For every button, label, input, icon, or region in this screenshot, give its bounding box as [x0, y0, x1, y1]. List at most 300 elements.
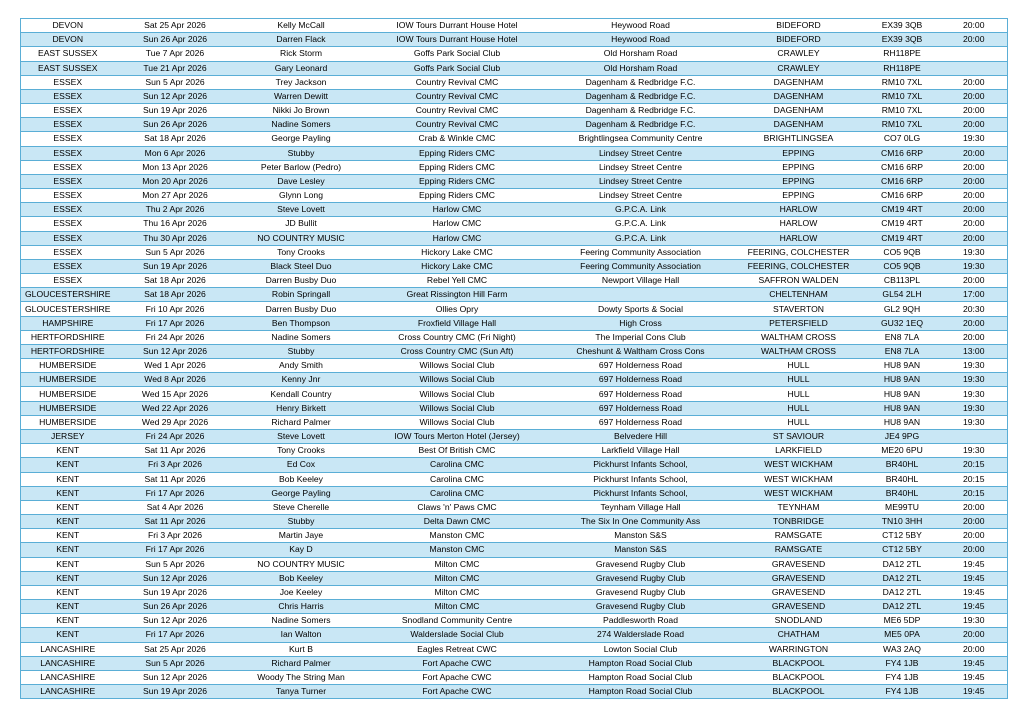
venue-cell: High Cross	[548, 316, 734, 330]
time-cell: 20:00	[941, 330, 1008, 344]
club-cell: Goffs Park Social Club	[367, 47, 548, 61]
date-cell: Fri 3 Apr 2026	[115, 529, 236, 543]
venue-cell: Lowton Social Club	[548, 642, 734, 656]
town-cell: FEERING, COLCHESTER	[734, 259, 864, 273]
time-cell: 20:00	[941, 515, 1008, 529]
town-cell: CHATHAM	[734, 628, 864, 642]
artist-cell: Bob Keeley	[236, 571, 367, 585]
artist-cell: NO COUNTRY MUSIC	[236, 231, 367, 245]
table-row	[21, 373, 1008, 387]
artist-cell: Nadine Somers	[236, 614, 367, 628]
town-cell: CRAWLEY	[734, 61, 864, 75]
postcode-cell: EX39 3QB	[864, 33, 941, 47]
time-cell	[941, 47, 1008, 61]
table-row	[21, 146, 1008, 160]
table-row	[21, 486, 1008, 500]
town-cell: HARLOW	[734, 217, 864, 231]
venue-cell: Hampton Road Social Club	[548, 685, 734, 699]
venue-cell: 697 Holderness Road	[548, 387, 734, 401]
table-row	[21, 61, 1008, 75]
artist-cell: Ian Walton	[236, 628, 367, 642]
time-cell: 20:00	[941, 33, 1008, 47]
town-cell: GRAVESEND	[734, 600, 864, 614]
date-cell: Sun 12 Apr 2026	[115, 89, 236, 103]
artist-cell: Warren Dewitt	[236, 89, 367, 103]
time-cell: 19:30	[941, 415, 1008, 429]
artist-cell: Bob Keeley	[236, 472, 367, 486]
postcode-cell: RM10 7XL	[864, 75, 941, 89]
table-row	[21, 472, 1008, 486]
time-cell: 20:00	[941, 274, 1008, 288]
artist-cell: Ed Cox	[236, 458, 367, 472]
venue-cell: The Imperial Cons Club	[548, 330, 734, 344]
table-row	[21, 359, 1008, 373]
time-cell: 13:00	[941, 344, 1008, 358]
venue-cell: Hampton Road Social Club	[548, 670, 734, 684]
county-cell: HERTFORDSHIRE	[21, 330, 115, 344]
club-cell: Goffs Park Social Club	[367, 61, 548, 75]
county-cell: ESSEX	[21, 274, 115, 288]
postcode-cell: DA12 2TL	[864, 557, 941, 571]
county-cell: ESSEX	[21, 203, 115, 217]
time-cell: 19:45	[941, 670, 1008, 684]
club-cell: Harlow CMC	[367, 217, 548, 231]
date-cell: Sun 5 Apr 2026	[115, 557, 236, 571]
table-row	[21, 33, 1008, 47]
town-cell: EPPING	[734, 174, 864, 188]
artist-cell: Stubby	[236, 344, 367, 358]
club-cell: IOW Tours Durrant House Hotel	[367, 33, 548, 47]
time-cell: 19:45	[941, 600, 1008, 614]
venue-cell: Gravesend Rugby Club	[548, 571, 734, 585]
date-cell: Sun 12 Apr 2026	[115, 614, 236, 628]
town-cell: WARRINGTON	[734, 642, 864, 656]
artist-cell: George Payling	[236, 486, 367, 500]
table-row	[21, 628, 1008, 642]
postcode-cell: WA3 2AQ	[864, 642, 941, 656]
county-cell: ESSEX	[21, 132, 115, 146]
county-cell: KENT	[21, 571, 115, 585]
table-row	[21, 500, 1008, 514]
county-cell: HAMPSHIRE	[21, 316, 115, 330]
postcode-cell: RH118PE	[864, 61, 941, 75]
club-cell: Epping Riders CMC	[367, 189, 548, 203]
artist-cell: Nadine Somers	[236, 118, 367, 132]
club-cell: Claws 'n' Paws CMC	[367, 500, 548, 514]
artist-cell: Robin Springall	[236, 288, 367, 302]
club-cell: Hickory Lake CMC	[367, 245, 548, 259]
club-cell: IOW Tours Durrant House Hotel	[367, 19, 548, 33]
county-cell: KENT	[21, 529, 115, 543]
club-cell: Willows Social Club	[367, 415, 548, 429]
table-row	[21, 274, 1008, 288]
artist-cell: Kelly McCall	[236, 19, 367, 33]
artist-cell: Black Steel Duo	[236, 259, 367, 273]
time-cell: 20:30	[941, 302, 1008, 316]
venue-cell: The Six In One Community Ass	[548, 515, 734, 529]
county-cell: EAST SUSSEX	[21, 61, 115, 75]
town-cell: BLACKPOOL	[734, 670, 864, 684]
town-cell: EPPING	[734, 189, 864, 203]
time-cell: 19:45	[941, 571, 1008, 585]
time-cell: 19:30	[941, 401, 1008, 415]
town-cell: FEERING, COLCHESTER	[734, 245, 864, 259]
postcode-cell: CM19 4RT	[864, 203, 941, 217]
town-cell: WEST WICKHAM	[734, 472, 864, 486]
postcode-cell: CM16 6RP	[864, 174, 941, 188]
date-cell: Fri 17 Apr 2026	[115, 628, 236, 642]
artist-cell: Richard Palmer	[236, 656, 367, 670]
town-cell: BRIGHTLINGSEA	[734, 132, 864, 146]
time-cell: 20:15	[941, 472, 1008, 486]
venue-cell: Manston S&S	[548, 543, 734, 557]
table-row	[21, 670, 1008, 684]
venue-cell: Heywood Road	[548, 33, 734, 47]
venue-cell: Heywood Road	[548, 19, 734, 33]
postcode-cell: GL2 9QH	[864, 302, 941, 316]
date-cell: Thu 16 Apr 2026	[115, 217, 236, 231]
venue-cell: 274 Walderslade Road	[548, 628, 734, 642]
venue-cell: Pickhurst Infants School,	[548, 472, 734, 486]
time-cell: 17:00	[941, 288, 1008, 302]
postcode-cell: ME99TU	[864, 500, 941, 514]
date-cell: Sat 25 Apr 2026	[115, 19, 236, 33]
club-cell: Cross Country CMC (Sun Aft)	[367, 344, 548, 358]
venue-cell: Dagenham & Redbridge F.C.	[548, 75, 734, 89]
venue-cell: Feering Community Association	[548, 259, 734, 273]
club-cell: Epping Riders CMC	[367, 146, 548, 160]
time-cell: 19:30	[941, 259, 1008, 273]
time-cell: 20:00	[941, 89, 1008, 103]
venue-cell: Larkfield Village Hall	[548, 444, 734, 458]
county-cell: ESSEX	[21, 118, 115, 132]
town-cell: SAFFRON WALDEN	[734, 274, 864, 288]
venue-cell: Feering Community Association	[548, 245, 734, 259]
venue-cell: Hampton Road Social Club	[548, 656, 734, 670]
club-cell: Milton CMC	[367, 571, 548, 585]
time-cell: 19:30	[941, 387, 1008, 401]
county-cell: ESSEX	[21, 104, 115, 118]
club-cell: Manston CMC	[367, 529, 548, 543]
postcode-cell: DA12 2TL	[864, 585, 941, 599]
table-row	[21, 189, 1008, 203]
town-cell: DAGENHAM	[734, 75, 864, 89]
county-cell: KENT	[21, 600, 115, 614]
time-cell: 19:45	[941, 557, 1008, 571]
venue-cell: Pickhurst Infants School,	[548, 486, 734, 500]
date-cell: Sat 18 Apr 2026	[115, 132, 236, 146]
venue-cell: Cheshunt & Waltham Cross Cons	[548, 344, 734, 358]
artist-cell: Trey Jackson	[236, 75, 367, 89]
venue-cell: 697 Holderness Road	[548, 401, 734, 415]
artist-cell: Peter Barlow (Pedro)	[236, 160, 367, 174]
venue-cell: Brightlingsea Community Centre	[548, 132, 734, 146]
artist-cell: Darren Flack	[236, 33, 367, 47]
town-cell: DAGENHAM	[734, 118, 864, 132]
date-cell: Sat 25 Apr 2026	[115, 642, 236, 656]
postcode-cell: RM10 7XL	[864, 118, 941, 132]
town-cell: DAGENHAM	[734, 104, 864, 118]
date-cell: Sun 5 Apr 2026	[115, 75, 236, 89]
county-cell: HUMBERSIDE	[21, 415, 115, 429]
club-cell: Epping Riders CMC	[367, 160, 548, 174]
date-cell: Sun 19 Apr 2026	[115, 104, 236, 118]
table-row	[21, 132, 1008, 146]
artist-cell: Tony Crooks	[236, 245, 367, 259]
county-cell: KENT	[21, 557, 115, 571]
postcode-cell: EN8 7LA	[864, 344, 941, 358]
county-cell: ESSEX	[21, 160, 115, 174]
date-cell: Sat 11 Apr 2026	[115, 472, 236, 486]
artist-cell: NO COUNTRY MUSIC	[236, 557, 367, 571]
county-cell: HERTFORDSHIRE	[21, 344, 115, 358]
venue-cell: Lindsey Street Centre	[548, 146, 734, 160]
time-cell: 20:00	[941, 217, 1008, 231]
time-cell: 20:00	[941, 146, 1008, 160]
table-row	[21, 444, 1008, 458]
postcode-cell: CM16 6RP	[864, 189, 941, 203]
artist-cell: Kay D	[236, 543, 367, 557]
venue-cell: Old Horsham Road	[548, 61, 734, 75]
postcode-cell: CT12 5BY	[864, 543, 941, 557]
club-cell: Best Of British CMC	[367, 444, 548, 458]
time-cell: 20:00	[941, 628, 1008, 642]
postcode-cell: ME20 6PU	[864, 444, 941, 458]
club-cell: Crab & Winkle CMC	[367, 132, 548, 146]
table-row	[21, 656, 1008, 670]
postcode-cell: RH118PE	[864, 47, 941, 61]
postcode-cell: FY4 1JB	[864, 685, 941, 699]
artist-cell: Martin Jaye	[236, 529, 367, 543]
date-cell: Sun 5 Apr 2026	[115, 656, 236, 670]
time-cell: 20:00	[941, 316, 1008, 330]
venue-cell: Dagenham & Redbridge F.C.	[548, 118, 734, 132]
time-cell: 19:30	[941, 373, 1008, 387]
town-cell: RAMSGATE	[734, 529, 864, 543]
club-cell: Manston CMC	[367, 543, 548, 557]
venue-cell: Gravesend Rugby Club	[548, 585, 734, 599]
date-cell: Sun 19 Apr 2026	[115, 685, 236, 699]
table-row	[21, 529, 1008, 543]
county-cell: HUMBERSIDE	[21, 401, 115, 415]
time-cell: 20:00	[941, 529, 1008, 543]
postcode-cell: CM19 4RT	[864, 231, 941, 245]
artist-cell: Ben Thompson	[236, 316, 367, 330]
date-cell: Wed 22 Apr 2026	[115, 401, 236, 415]
postcode-cell: DA12 2TL	[864, 600, 941, 614]
club-cell: Milton CMC	[367, 585, 548, 599]
artist-cell: JD Bullit	[236, 217, 367, 231]
postcode-cell: HU8 9AN	[864, 401, 941, 415]
time-cell: 20:00	[941, 543, 1008, 557]
table-row	[21, 344, 1008, 358]
date-cell: Sat 4 Apr 2026	[115, 500, 236, 514]
club-cell: Ollies Opry	[367, 302, 548, 316]
club-cell: Harlow CMC	[367, 203, 548, 217]
county-cell: ESSEX	[21, 89, 115, 103]
time-cell: 20:00	[941, 231, 1008, 245]
town-cell: SNODLAND	[734, 614, 864, 628]
table-row	[21, 543, 1008, 557]
postcode-cell: FY4 1JB	[864, 670, 941, 684]
date-cell: Thu 30 Apr 2026	[115, 231, 236, 245]
date-cell: Wed 1 Apr 2026	[115, 359, 236, 373]
county-cell: LANCASHIRE	[21, 656, 115, 670]
artist-cell: Woody The String Man	[236, 670, 367, 684]
table-row	[21, 387, 1008, 401]
county-cell: KENT	[21, 472, 115, 486]
table-row	[21, 557, 1008, 571]
date-cell: Wed 8 Apr 2026	[115, 373, 236, 387]
town-cell: WALTHAM CROSS	[734, 344, 864, 358]
town-cell: GRAVESEND	[734, 571, 864, 585]
artist-cell: Kenny Jnr	[236, 373, 367, 387]
town-cell: PETERSFIELD	[734, 316, 864, 330]
artist-cell: Gary Leonard	[236, 61, 367, 75]
town-cell: HULL	[734, 401, 864, 415]
club-cell: Country Revival CMC	[367, 118, 548, 132]
town-cell: CHELTENHAM	[734, 288, 864, 302]
town-cell: STAVERTON	[734, 302, 864, 316]
artist-cell: Steve Cherelle	[236, 500, 367, 514]
time-cell: 20:00	[941, 104, 1008, 118]
table-row	[21, 302, 1008, 316]
town-cell: CRAWLEY	[734, 47, 864, 61]
club-cell: Delta Dawn CMC	[367, 515, 548, 529]
date-cell: Tue 21 Apr 2026	[115, 61, 236, 75]
postcode-cell: RM10 7XL	[864, 104, 941, 118]
time-cell: 20:00	[941, 75, 1008, 89]
club-cell: Country Revival CMC	[367, 104, 548, 118]
table-row	[21, 429, 1008, 443]
club-cell: Fort Apache CWC	[367, 656, 548, 670]
artist-cell: Tanya Turner	[236, 685, 367, 699]
table-row	[21, 585, 1008, 599]
venue-cell: G.P.C.A. Link	[548, 203, 734, 217]
date-cell: Tue 7 Apr 2026	[115, 47, 236, 61]
date-cell: Sun 26 Apr 2026	[115, 33, 236, 47]
town-cell: WALTHAM CROSS	[734, 330, 864, 344]
artist-cell: Tony Crooks	[236, 444, 367, 458]
county-cell: HUMBERSIDE	[21, 359, 115, 373]
time-cell: 20:00	[941, 642, 1008, 656]
county-cell: KENT	[21, 515, 115, 529]
venue-cell: Paddlesworth Road	[548, 614, 734, 628]
venue-cell: Dagenham & Redbridge F.C.	[548, 104, 734, 118]
club-cell: IOW Tours Merton Hotel (Jersey)	[367, 429, 548, 443]
postcode-cell: BR40HL	[864, 472, 941, 486]
date-cell: Sat 11 Apr 2026	[115, 515, 236, 529]
postcode-cell: CO5 9QB	[864, 259, 941, 273]
time-cell: 19:30	[941, 132, 1008, 146]
artist-cell: Kendall Country	[236, 387, 367, 401]
venue-cell: Pickhurst Infants School,	[548, 458, 734, 472]
county-cell: HUMBERSIDE	[21, 387, 115, 401]
postcode-cell: CM16 6RP	[864, 160, 941, 174]
venue-cell: 697 Holderness Road	[548, 359, 734, 373]
time-cell: 19:30	[941, 444, 1008, 458]
artist-cell: Richard Palmer	[236, 415, 367, 429]
venue-cell: Dagenham & Redbridge F.C.	[548, 89, 734, 103]
club-cell: Eagles Retreat CWC	[367, 642, 548, 656]
table-row	[21, 47, 1008, 61]
postcode-cell: JE4 9PG	[864, 429, 941, 443]
time-cell: 19:45	[941, 685, 1008, 699]
table-row	[21, 118, 1008, 132]
table-row	[21, 614, 1008, 628]
town-cell: EPPING	[734, 146, 864, 160]
date-cell: Mon 20 Apr 2026	[115, 174, 236, 188]
postcode-cell: DA12 2TL	[864, 571, 941, 585]
town-cell: HULL	[734, 373, 864, 387]
club-cell: Country Revival CMC	[367, 89, 548, 103]
table-row	[21, 515, 1008, 529]
club-cell: Country Revival CMC	[367, 75, 548, 89]
town-cell: BLACKPOOL	[734, 685, 864, 699]
date-cell: Sun 19 Apr 2026	[115, 585, 236, 599]
club-cell: Rebel Yell CMC	[367, 274, 548, 288]
postcode-cell: HU8 9AN	[864, 373, 941, 387]
county-cell: KENT	[21, 628, 115, 642]
club-cell: Willows Social Club	[367, 387, 548, 401]
artist-cell: Darren Busby Duo	[236, 302, 367, 316]
town-cell: HARLOW	[734, 231, 864, 245]
table-row	[21, 316, 1008, 330]
county-cell: ESSEX	[21, 231, 115, 245]
artist-cell: Steve Lovett	[236, 429, 367, 443]
date-cell: Sun 12 Apr 2026	[115, 344, 236, 358]
artist-cell: Chris Harris	[236, 600, 367, 614]
date-cell: Fri 17 Apr 2026	[115, 316, 236, 330]
club-cell: Carolina CMC	[367, 472, 548, 486]
club-cell: Fort Apache CWC	[367, 670, 548, 684]
artist-cell: Glynn Long	[236, 189, 367, 203]
town-cell: BIDEFORD	[734, 19, 864, 33]
table-row	[21, 685, 1008, 699]
artist-cell: Nadine Somers	[236, 330, 367, 344]
county-cell: LANCASHIRE	[21, 685, 115, 699]
date-cell: Sat 18 Apr 2026	[115, 274, 236, 288]
postcode-cell: RM10 7XL	[864, 89, 941, 103]
venue-cell: Dowty Sports & Social	[548, 302, 734, 316]
table-row	[21, 174, 1008, 188]
town-cell: HULL	[734, 387, 864, 401]
venue-cell: Gravesend Rugby Club	[548, 557, 734, 571]
time-cell: 19:30	[941, 245, 1008, 259]
town-cell: BLACKPOOL	[734, 656, 864, 670]
date-cell: Sun 5 Apr 2026	[115, 245, 236, 259]
club-cell: Carolina CMC	[367, 458, 548, 472]
date-cell: Sun 12 Apr 2026	[115, 670, 236, 684]
county-cell: ESSEX	[21, 75, 115, 89]
postcode-cell: ME5 0PA	[864, 628, 941, 642]
club-cell: Milton CMC	[367, 600, 548, 614]
venue-cell: 697 Holderness Road	[548, 415, 734, 429]
table-row	[21, 104, 1008, 118]
artist-cell: Kurt B	[236, 642, 367, 656]
postcode-cell: HU8 9AN	[864, 387, 941, 401]
postcode-cell: EX39 3QB	[864, 19, 941, 33]
venue-cell: Manston S&S	[548, 529, 734, 543]
date-cell: Fri 17 Apr 2026	[115, 543, 236, 557]
table-row	[21, 203, 1008, 217]
table-row	[21, 217, 1008, 231]
date-cell: Thu 2 Apr 2026	[115, 203, 236, 217]
town-cell: WEST WICKHAM	[734, 458, 864, 472]
table-row	[21, 75, 1008, 89]
table-row	[21, 160, 1008, 174]
time-cell: 20:00	[941, 500, 1008, 514]
